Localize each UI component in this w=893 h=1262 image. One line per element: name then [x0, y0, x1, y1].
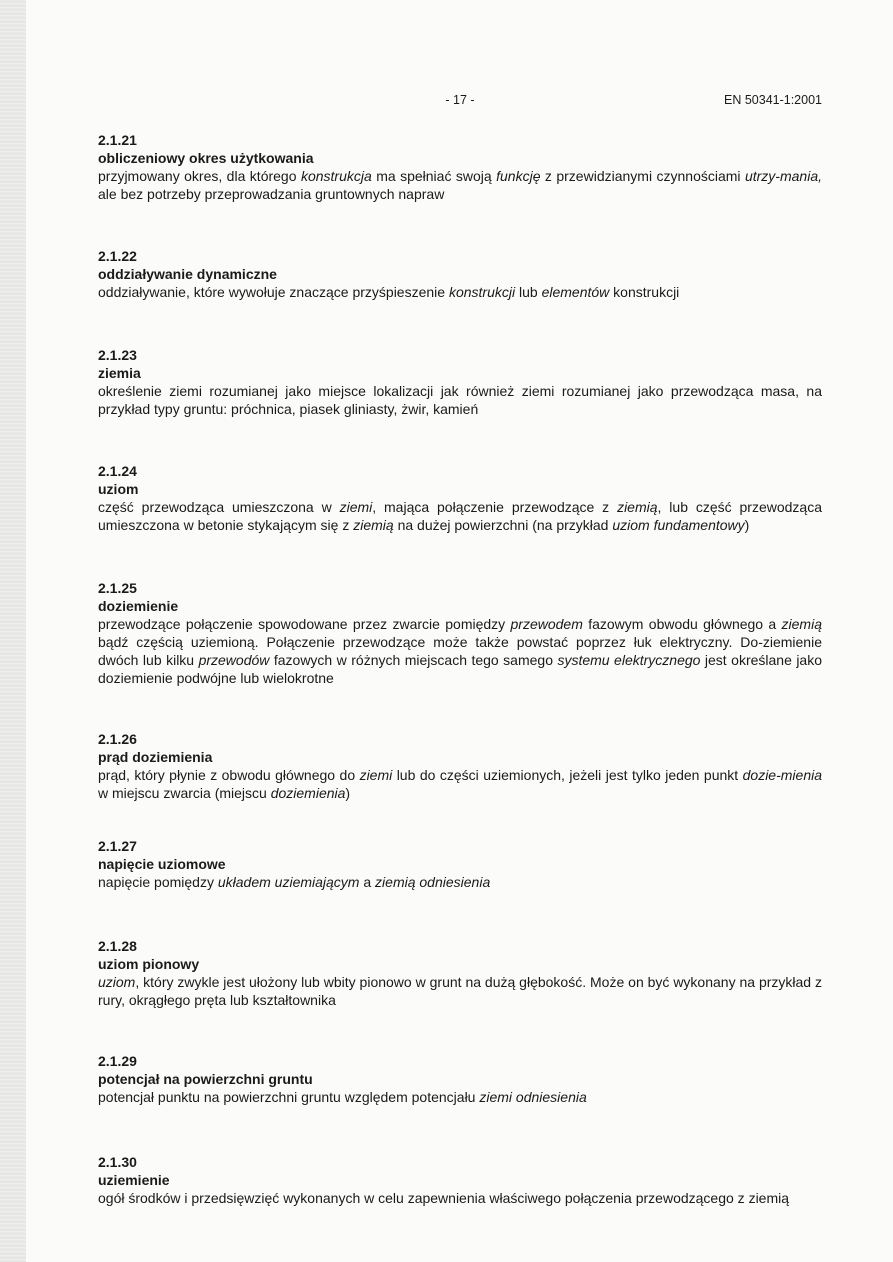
term-number: 2.1.29 — [98, 1053, 137, 1069]
definition-text-run: ma spełniać swoją — [371, 168, 497, 184]
definition-entry — [98, 1052, 822, 1146]
definition-text-run: a — [359, 874, 376, 890]
definition-text-run: prąd, który płynie z obwodu głównego do — [98, 767, 360, 783]
definition-text-run: ) — [744, 517, 750, 533]
term-definition — [98, 283, 822, 301]
definition-text-run: w miejscu zwarcia (miejscu — [98, 785, 271, 801]
definition-text-run: fazowym obwodu głównego a — [582, 616, 782, 632]
definition-italic-run: konstrukcji — [448, 284, 516, 300]
scan-edge-shading — [0, 0, 26, 1262]
definition-italic-run: ziemi — [359, 767, 393, 783]
definition-italic-run: ziemią odniesienia — [375, 874, 491, 890]
definition-italic-run: ziemią — [617, 499, 658, 515]
term-name: oddziaływanie dynamiczne — [98, 266, 277, 282]
definition-text-run: konstrukcji — [609, 284, 680, 300]
page-header — [98, 93, 822, 111]
term-number: 2.1.26 — [98, 731, 137, 747]
definition-text-run: na dużej powierzchni (na przykład — [393, 517, 613, 533]
definition-text-run: , który zwykle jest ułożony lub wbity pionowo w grunt na dużą głębokość. Może on być wykonany na przykład z rury, okrągłego pręta lub kształtownika — [98, 974, 822, 1008]
definition-text-run: lub do części uziemionych, jeżeli jest tylko jeden punkt — [392, 767, 743, 783]
term-definition — [98, 615, 822, 687]
definition-entry — [98, 837, 822, 930]
term-name: napięcie uziomowe — [98, 856, 226, 872]
term-definition — [98, 1088, 822, 1106]
term-number: 2.1.27 — [98, 838, 137, 854]
definition-entry — [98, 131, 822, 240]
definition-entry — [98, 462, 822, 572]
definition-text-run: przewodzące połączenie spowodowane przez zwarcie pomiędzy — [98, 616, 511, 632]
definition-italic-run: funkcję — [496, 168, 541, 184]
definition-entry — [98, 730, 822, 830]
definition-text-run: ) — [345, 785, 351, 801]
term-definition — [98, 498, 822, 534]
term-name: prąd doziemienia — [98, 749, 213, 765]
definition-italic-run: przewodem — [510, 616, 583, 632]
definition-text-run: fazowych w różnych miejscach tego samego — [269, 652, 558, 668]
definition-text-run: bądź częścią uziemioną. Połączenie przewodzące może także powstać poprzez łuk elektryczny. Do-ziemienie dwóch lub kilku — [98, 634, 822, 668]
term-number: 2.1.28 — [98, 938, 137, 954]
definition-italic-run: uziom fundamentowy — [612, 517, 745, 533]
definition-italic-run: systemu elektrycznego — [557, 652, 701, 668]
definition-italic-run: utrzy-mania, — [744, 168, 822, 184]
definitions-list — [98, 124, 822, 1233]
definition-entry — [98, 1153, 822, 1233]
definition-text-run: jest określane jako doziemienie podwójne lub wielokrotne — [98, 652, 823, 686]
definition-text-run: część przewodząca umieszczona w — [98, 499, 340, 515]
definition-text-run: oddziaływanie, które wywołuje znaczące przyśpieszenie — [98, 284, 449, 300]
definition-italic-run: ziemią — [781, 616, 822, 632]
definition-text-run: określenie ziemi rozumianej jako miejsce lokalizacji jak również ziemi rozumianej jako przewodząca masa, na przykład typy gruntu: próchnica, piasek gliniasty, żwir, kamień — [98, 383, 822, 417]
term-definition — [98, 167, 822, 203]
term-number: 2.1.24 — [98, 463, 137, 479]
definition-entry — [98, 247, 822, 339]
definition-italic-run: konstrukcja — [300, 168, 372, 184]
definition-italic-run: ziemią — [353, 517, 394, 533]
definition-italic-run: elementów — [541, 284, 610, 300]
term-name: uziom pionowy — [98, 956, 200, 972]
definition-italic-run: uziom — [98, 974, 136, 990]
definition-italic-run: ziemi — [339, 499, 373, 515]
definition-text-run: przyjmowany okres, dla którego — [98, 168, 301, 184]
definition-italic-run: ziemi odniesienia — [479, 1089, 587, 1105]
term-name: doziemienie — [98, 598, 179, 614]
definition-entry — [98, 579, 822, 723]
term-name: uziom — [98, 481, 139, 497]
definition-text-run: potencjał punktu na powierzchni gruntu względem potencjału — [98, 1089, 480, 1105]
term-definition — [98, 873, 822, 891]
definition-italic-run: doziemienia — [270, 785, 346, 801]
definition-text-run: ale bez potrzeby przeprowadzania gruntownych napraw — [98, 186, 445, 202]
term-name: obliczeniowy okres użytkowania — [98, 150, 314, 166]
definition-text-run: , mająca połączenie przewodzące z — [372, 499, 618, 515]
term-definition — [98, 766, 822, 802]
definition-text-run: ogół środków i przedsięwzięć wykonanych w celu zapewnienia właściwego połączenia przewodzącego z ziemią — [98, 1190, 790, 1206]
term-name: uziemienie — [98, 1172, 170, 1188]
term-number: 2.1.25 — [98, 580, 137, 596]
definition-text-run: napięcie pomiędzy — [98, 874, 218, 890]
definition-italic-run: przewodów — [198, 652, 270, 668]
definition-italic-run: układem uziemiającym — [217, 874, 360, 890]
term-definition — [98, 1189, 822, 1207]
term-name: ziemia — [98, 365, 141, 381]
term-number: 2.1.23 — [98, 347, 137, 363]
definition-text-run: z przewidzianymi czynnościami — [540, 168, 745, 184]
document-code: EN 50341-1:2001 — [724, 93, 822, 107]
definition-text-run: , lub część przewodząca umieszczona w betonie stykającym się z — [98, 499, 822, 533]
term-number: 2.1.22 — [98, 248, 137, 264]
definition-entry — [98, 346, 822, 455]
definition-italic-run: dozie-mienia — [742, 767, 822, 783]
definition-text-run: lub — [515, 284, 542, 300]
term-number: 2.1.30 — [98, 1154, 137, 1170]
definition-entry — [98, 937, 822, 1045]
term-name: potencjał na powierzchni gruntu — [98, 1071, 313, 1087]
term-number: 2.1.21 — [98, 132, 137, 148]
term-definition — [98, 382, 822, 418]
term-definition — [98, 973, 822, 1009]
page-number: - 17 - — [445, 93, 475, 107]
